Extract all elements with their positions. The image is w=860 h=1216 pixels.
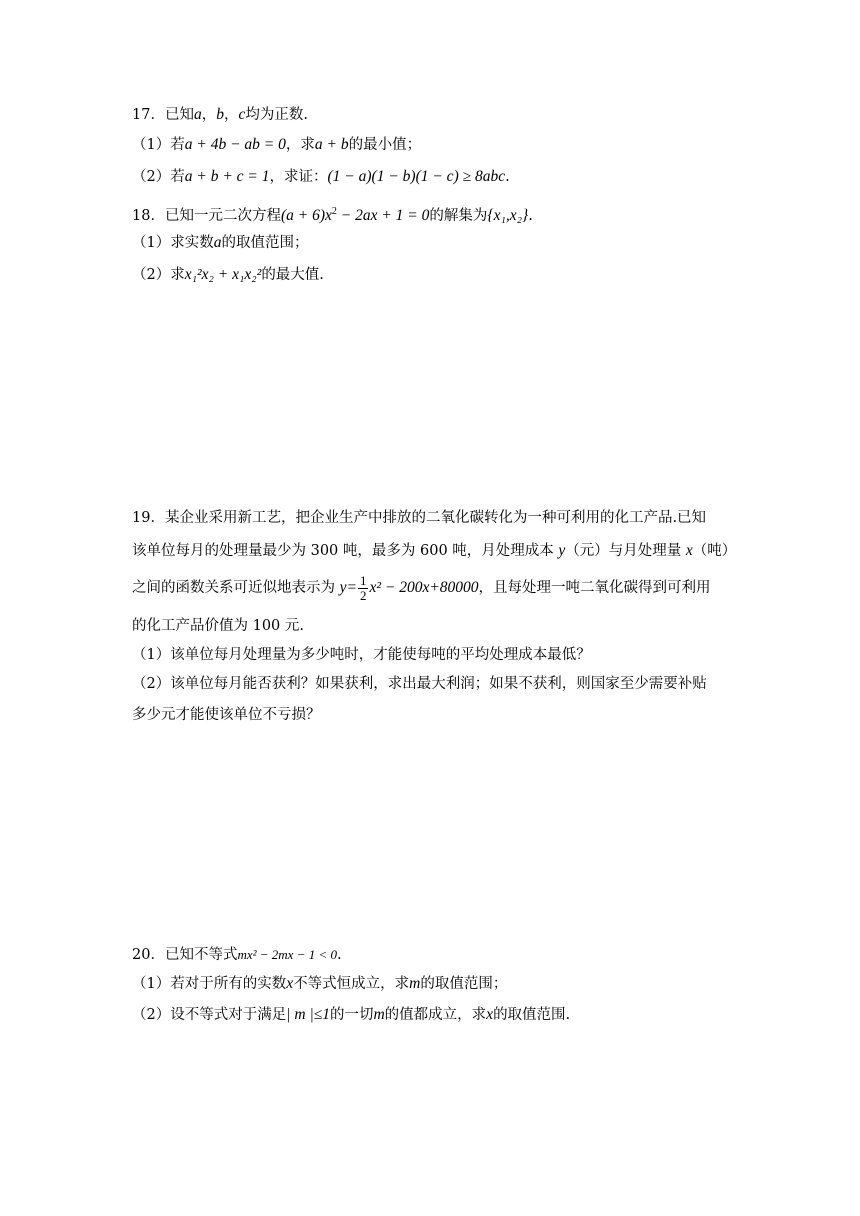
q19-var-x: x (685, 542, 693, 559)
q20-var-m: m (373, 1006, 385, 1023)
q17-part1-mid: ，求 (285, 137, 315, 153)
q18-part2-expression: x₁²x₂ + x₁x₂² (184, 266, 262, 283)
q17-part1 (132, 135, 421, 155)
q17-part2-mid: ，求证： (269, 169, 328, 185)
q19-line2-suffix: （吨） (692, 543, 737, 559)
q19-line2-prefix: 该单位每月的处理量最少为 300 吨，最多为 600 吨，月处理成本 (132, 543, 559, 559)
q17-part2-equation: a + b + c = 1 (184, 168, 270, 185)
q19-part1: （1）该单位每月处理量为多少吨时，才能使每吨的平均处理成本最低？ (132, 647, 591, 663)
q17-var-a: a (193, 106, 202, 123)
q20-part1-prefix: （1）若对于所有的实数 (132, 976, 287, 992)
q18-equation-part: − 2ax + 1 = 0 (336, 206, 430, 224)
q17-stem-suffix: 均为正数. (245, 107, 308, 123)
q19-line4: 的化工产品价值为 100 元. (132, 618, 305, 634)
q19-var-y: y (558, 542, 566, 559)
q18-stem-prefix: 18．已知一元二次方程 (132, 207, 281, 224)
q18-part1 (132, 233, 308, 253)
q20-stem-suffix: . (336, 947, 342, 963)
q19-line3-prefix: 之间的函数关系可近似地表示为 (132, 580, 340, 596)
q18-part2 (132, 265, 324, 285)
q18-part2-prefix: （2）求 (132, 267, 185, 283)
q19-line1: 19．某企业采用新工艺，把企业生产中排放的二氧化碳转化为一种可利用的化工产品.已知 (132, 510, 707, 526)
q19-function-rhs: x² − 200x+80000 (369, 579, 479, 596)
q18-stem (132, 202, 533, 226)
q19-fraction (358, 574, 369, 603)
q17-separator: ， (223, 107, 239, 123)
q20-inequality: mx² − 2mx − 1 < 0 (237, 947, 337, 962)
q19-part2-line2: 多少元才能使该单位不亏损？ (132, 707, 321, 723)
q18-part1-var: a (213, 234, 222, 251)
q18-part1-prefix: （1）求实数 (132, 235, 214, 251)
q17-stem-prefix: 17．已知 (132, 107, 194, 123)
q18-equation-part: (a + 6)x (280, 206, 332, 224)
q19-fraction-numerator: 1 (359, 572, 367, 588)
q20-stem-prefix: 20．已知不等式 (132, 947, 238, 963)
q17-part1-equation: a + 4b − ab = 0 (184, 136, 286, 153)
q17-part2-suffix: . (505, 169, 510, 185)
q20-part2-suffix: 的取值范围. (493, 1007, 571, 1023)
q17-part1-suffix: 的最小值； (348, 137, 422, 153)
q20-stem (132, 945, 342, 965)
q20-var-x: x (286, 975, 294, 992)
q17-part1-expression: a + b (314, 136, 349, 153)
q18-part2-suffix: 的最大值. (261, 267, 324, 283)
q17-separator: ， (201, 107, 217, 123)
q18-equation-exponent: 2 (331, 206, 337, 217)
q17-var-b: b (216, 106, 224, 123)
q20-condition: | m |≤1 (286, 1006, 330, 1023)
q20-var-m: m (409, 975, 421, 992)
q19-function-lhs: y= (339, 579, 357, 596)
q18-solution-set: {x₁,x₂} (487, 206, 529, 224)
q17-part1-prefix: （1）若 (132, 137, 185, 153)
q19-line2-mid: （元）与月处理量 (565, 543, 686, 559)
q17-part2-prefix: （2）若 (132, 169, 185, 185)
q20-part2-mid: 的一切 (329, 1007, 374, 1023)
q18-stem-mid: 的解集为 (429, 207, 488, 224)
q17-part2-inequality: (1 − a)(1 − b)(1 − c) ≥ 8abc (327, 168, 506, 185)
q17-part2 (132, 167, 510, 187)
q19-line3-suffix: ，且每处理一吨二氧化碳得到可利用 (478, 580, 711, 596)
q20-var-x: x (486, 1006, 494, 1023)
q18-part1-suffix: 的取值范围； (221, 235, 309, 251)
q20-part1 (132, 974, 507, 994)
q18-stem-suffix: . (528, 207, 533, 224)
q20-part2 (132, 1005, 570, 1025)
q20-part1-mid: 不等式恒成立，求 (293, 976, 410, 992)
q19-line2 (132, 541, 736, 561)
q19-line3 (132, 572, 711, 604)
q20-part1-suffix: 的取值范围； (420, 976, 508, 992)
q19-fraction-denominator: 2 (359, 587, 367, 603)
q17-var-c: c (238, 106, 246, 123)
q19-part2-line1: （2）该单位每月能否获利？如果获利，求出最大利润；如果不获利，则国家至少需要补贴 (132, 676, 707, 692)
q20-part2-prefix: （2）设不等式对于满足 (132, 1007, 287, 1023)
q17-stem (132, 105, 308, 125)
q20-part2-mid: 的值都成立，求 (384, 1007, 487, 1023)
